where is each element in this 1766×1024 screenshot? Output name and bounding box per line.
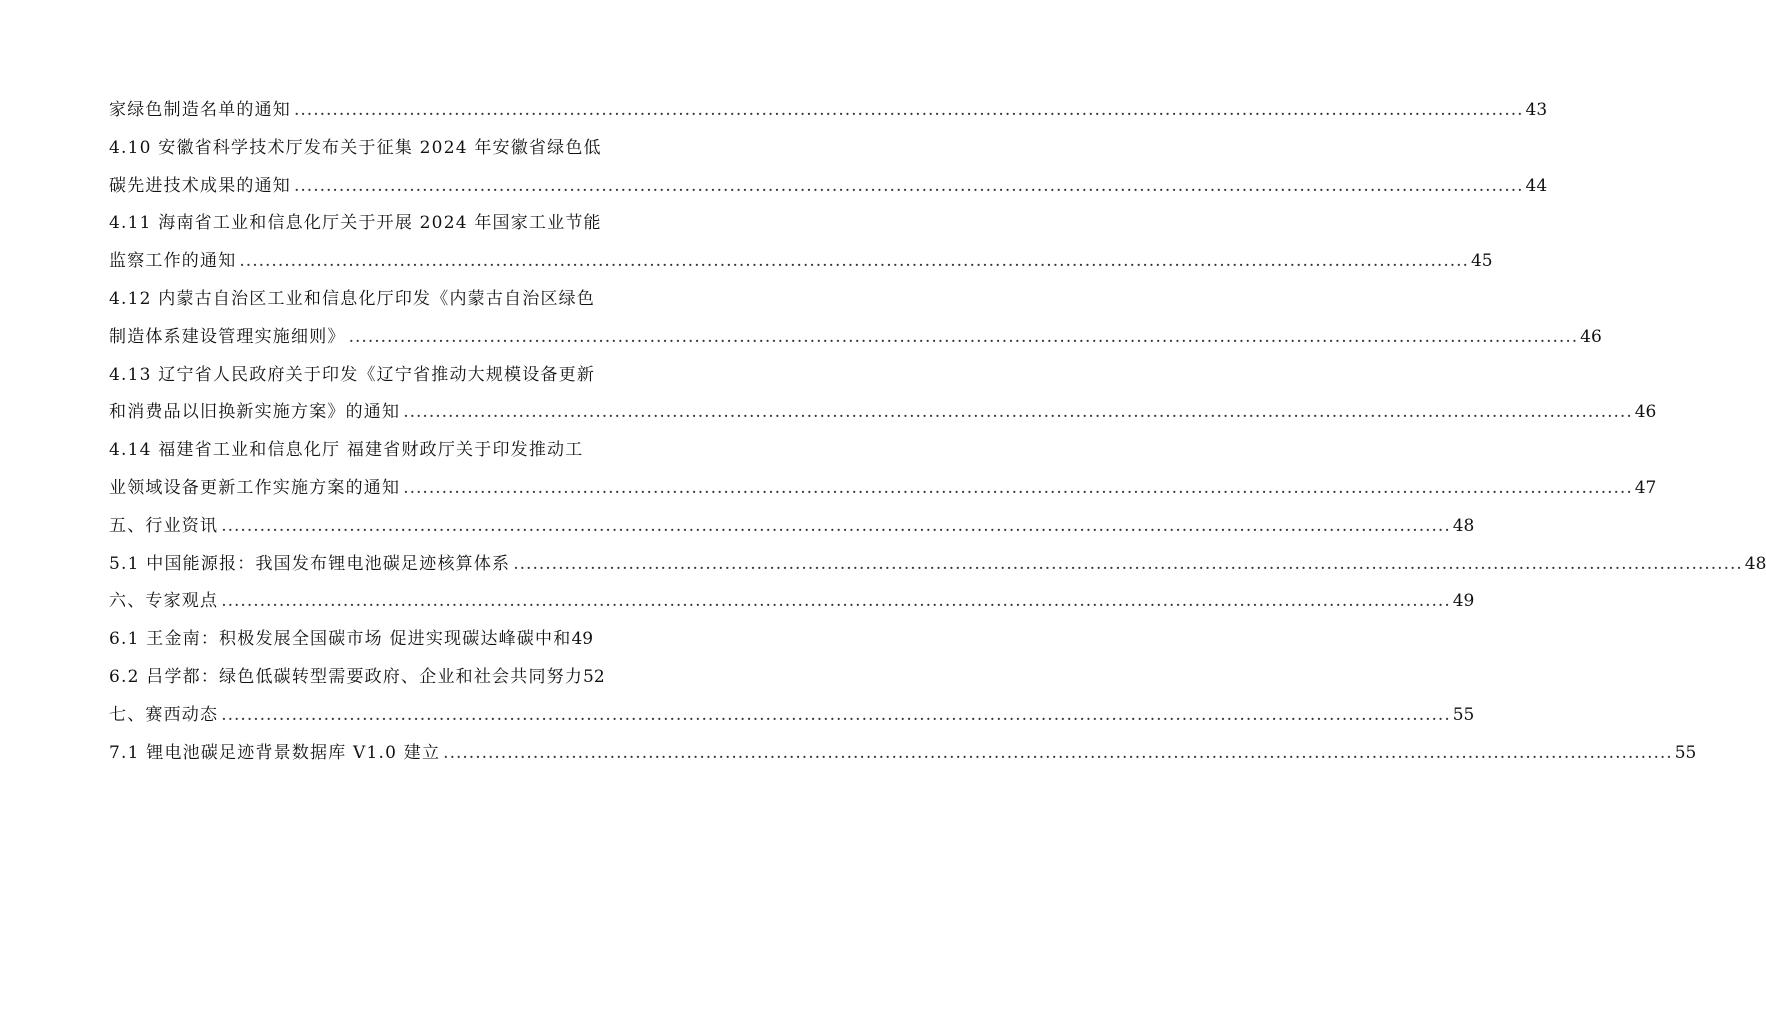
toc-entry-text: 制造体系建设管理实施细则》 — [109, 326, 346, 347]
toc-entry[interactable] — [109, 92, 1548, 130]
toc-page-number: 45 — [1470, 251, 1493, 272]
toc-entry-text: 监察工作的通知 — [109, 251, 237, 272]
toc-page-number: 55 — [1452, 704, 1475, 725]
toc-page-number: 49 — [571, 629, 594, 650]
toc-entry-text: 4.14 福建省工业和信息化厅 福建省财政厅关于印发推动工 — [109, 440, 584, 461]
toc-entry-text: 4.10 安徽省科学技术厅发布关于征集 2024 年安徽省绿色低 — [109, 137, 602, 158]
toc-entry[interactable] — [109, 659, 615, 697]
toc-page-number: 48 — [1744, 553, 1766, 574]
dot-leader — [294, 92, 1524, 130]
toc-entry[interactable] — [109, 583, 1475, 621]
toc-entry[interactable] — [109, 130, 615, 168]
toc-entry[interactable] — [109, 470, 1657, 508]
dot-leader — [403, 394, 1633, 432]
dot-leader — [239, 243, 1469, 281]
toc-entry-text: 4.13 辽宁省人民政府关于印发《辽宁省推动大规模设备更新 — [109, 364, 596, 385]
toc-entry[interactable] — [109, 281, 615, 319]
dot-leader — [403, 470, 1633, 508]
toc-page-number: 43 — [1525, 100, 1548, 120]
toc-page-number: 49 — [1452, 591, 1475, 612]
dot-leader — [221, 697, 1451, 735]
toc-entry[interactable] — [109, 168, 1548, 206]
toc-entry[interactable] — [109, 357, 615, 395]
toc-entry-text: 五、行业资讯 — [109, 515, 219, 536]
toc-entry-text: 4.12 内蒙古自治区工业和信息化厅印发《内蒙古自治区绿色 — [109, 288, 596, 309]
toc-entry-text: 家绿色制造名单的通知 — [109, 100, 291, 120]
toc-entry[interactable] — [109, 243, 1493, 281]
toc-entry-text: 6.1 王金南：积极发展全国碳市场 促进实现碳达峰碳中和 — [109, 629, 572, 650]
toc-page-number: 46 — [1580, 326, 1602, 347]
toc-entry-text: 6.2 吕学都：绿色低碳转型需要政府、企业和社会共同努力 — [109, 666, 584, 687]
dot-leader — [349, 319, 1579, 357]
dot-leader — [443, 735, 1673, 773]
toc-entry-text: 七、赛西动态 — [109, 704, 219, 725]
toc-entry-text: 六、专家观点 — [109, 591, 219, 612]
toc-entry[interactable] — [109, 205, 615, 243]
toc-entry-text: 碳先进技术成果的通知 — [109, 175, 291, 196]
table-of-contents — [109, 92, 1766, 772]
toc-entry[interactable] — [109, 508, 1475, 546]
dot-leader — [221, 583, 1451, 621]
toc-entry[interactable] — [109, 621, 615, 659]
toc-page-number: 46 — [1634, 402, 1657, 423]
toc-entry-text: 和消费品以旧换新实施方案》的通知 — [109, 402, 401, 423]
toc-entry-text: 5.1 中国能源报：我国发布锂电池碳足迹核算体系 — [109, 553, 511, 574]
toc-entry[interactable] — [109, 735, 1697, 773]
toc-page-number: 44 — [1525, 175, 1548, 196]
dot-leader — [294, 168, 1524, 206]
toc-entry-text: 4.11 海南省工业和信息化厅关于开展 2024 年国家工业节能 — [109, 213, 602, 234]
dot-leader — [221, 508, 1451, 546]
toc-page-number: 52 — [583, 666, 605, 687]
dot-leader — [513, 546, 1743, 584]
toc-page-number: 47 — [1634, 477, 1657, 498]
toc-page-number: 55 — [1674, 742, 1697, 763]
toc-entry[interactable] — [109, 697, 1475, 735]
toc-entry[interactable] — [109, 432, 615, 470]
toc-entry-text: 业领域设备更新工作实施方案的通知 — [109, 477, 401, 498]
toc-entry-text: 7.1 锂电池碳足迹背景数据库 V1.0 建立 — [109, 742, 441, 763]
toc-entry[interactable] — [109, 394, 1657, 432]
toc-entry[interactable] — [109, 319, 1602, 357]
toc-entry[interactable] — [109, 546, 1766, 584]
toc-page-number: 48 — [1452, 515, 1475, 536]
